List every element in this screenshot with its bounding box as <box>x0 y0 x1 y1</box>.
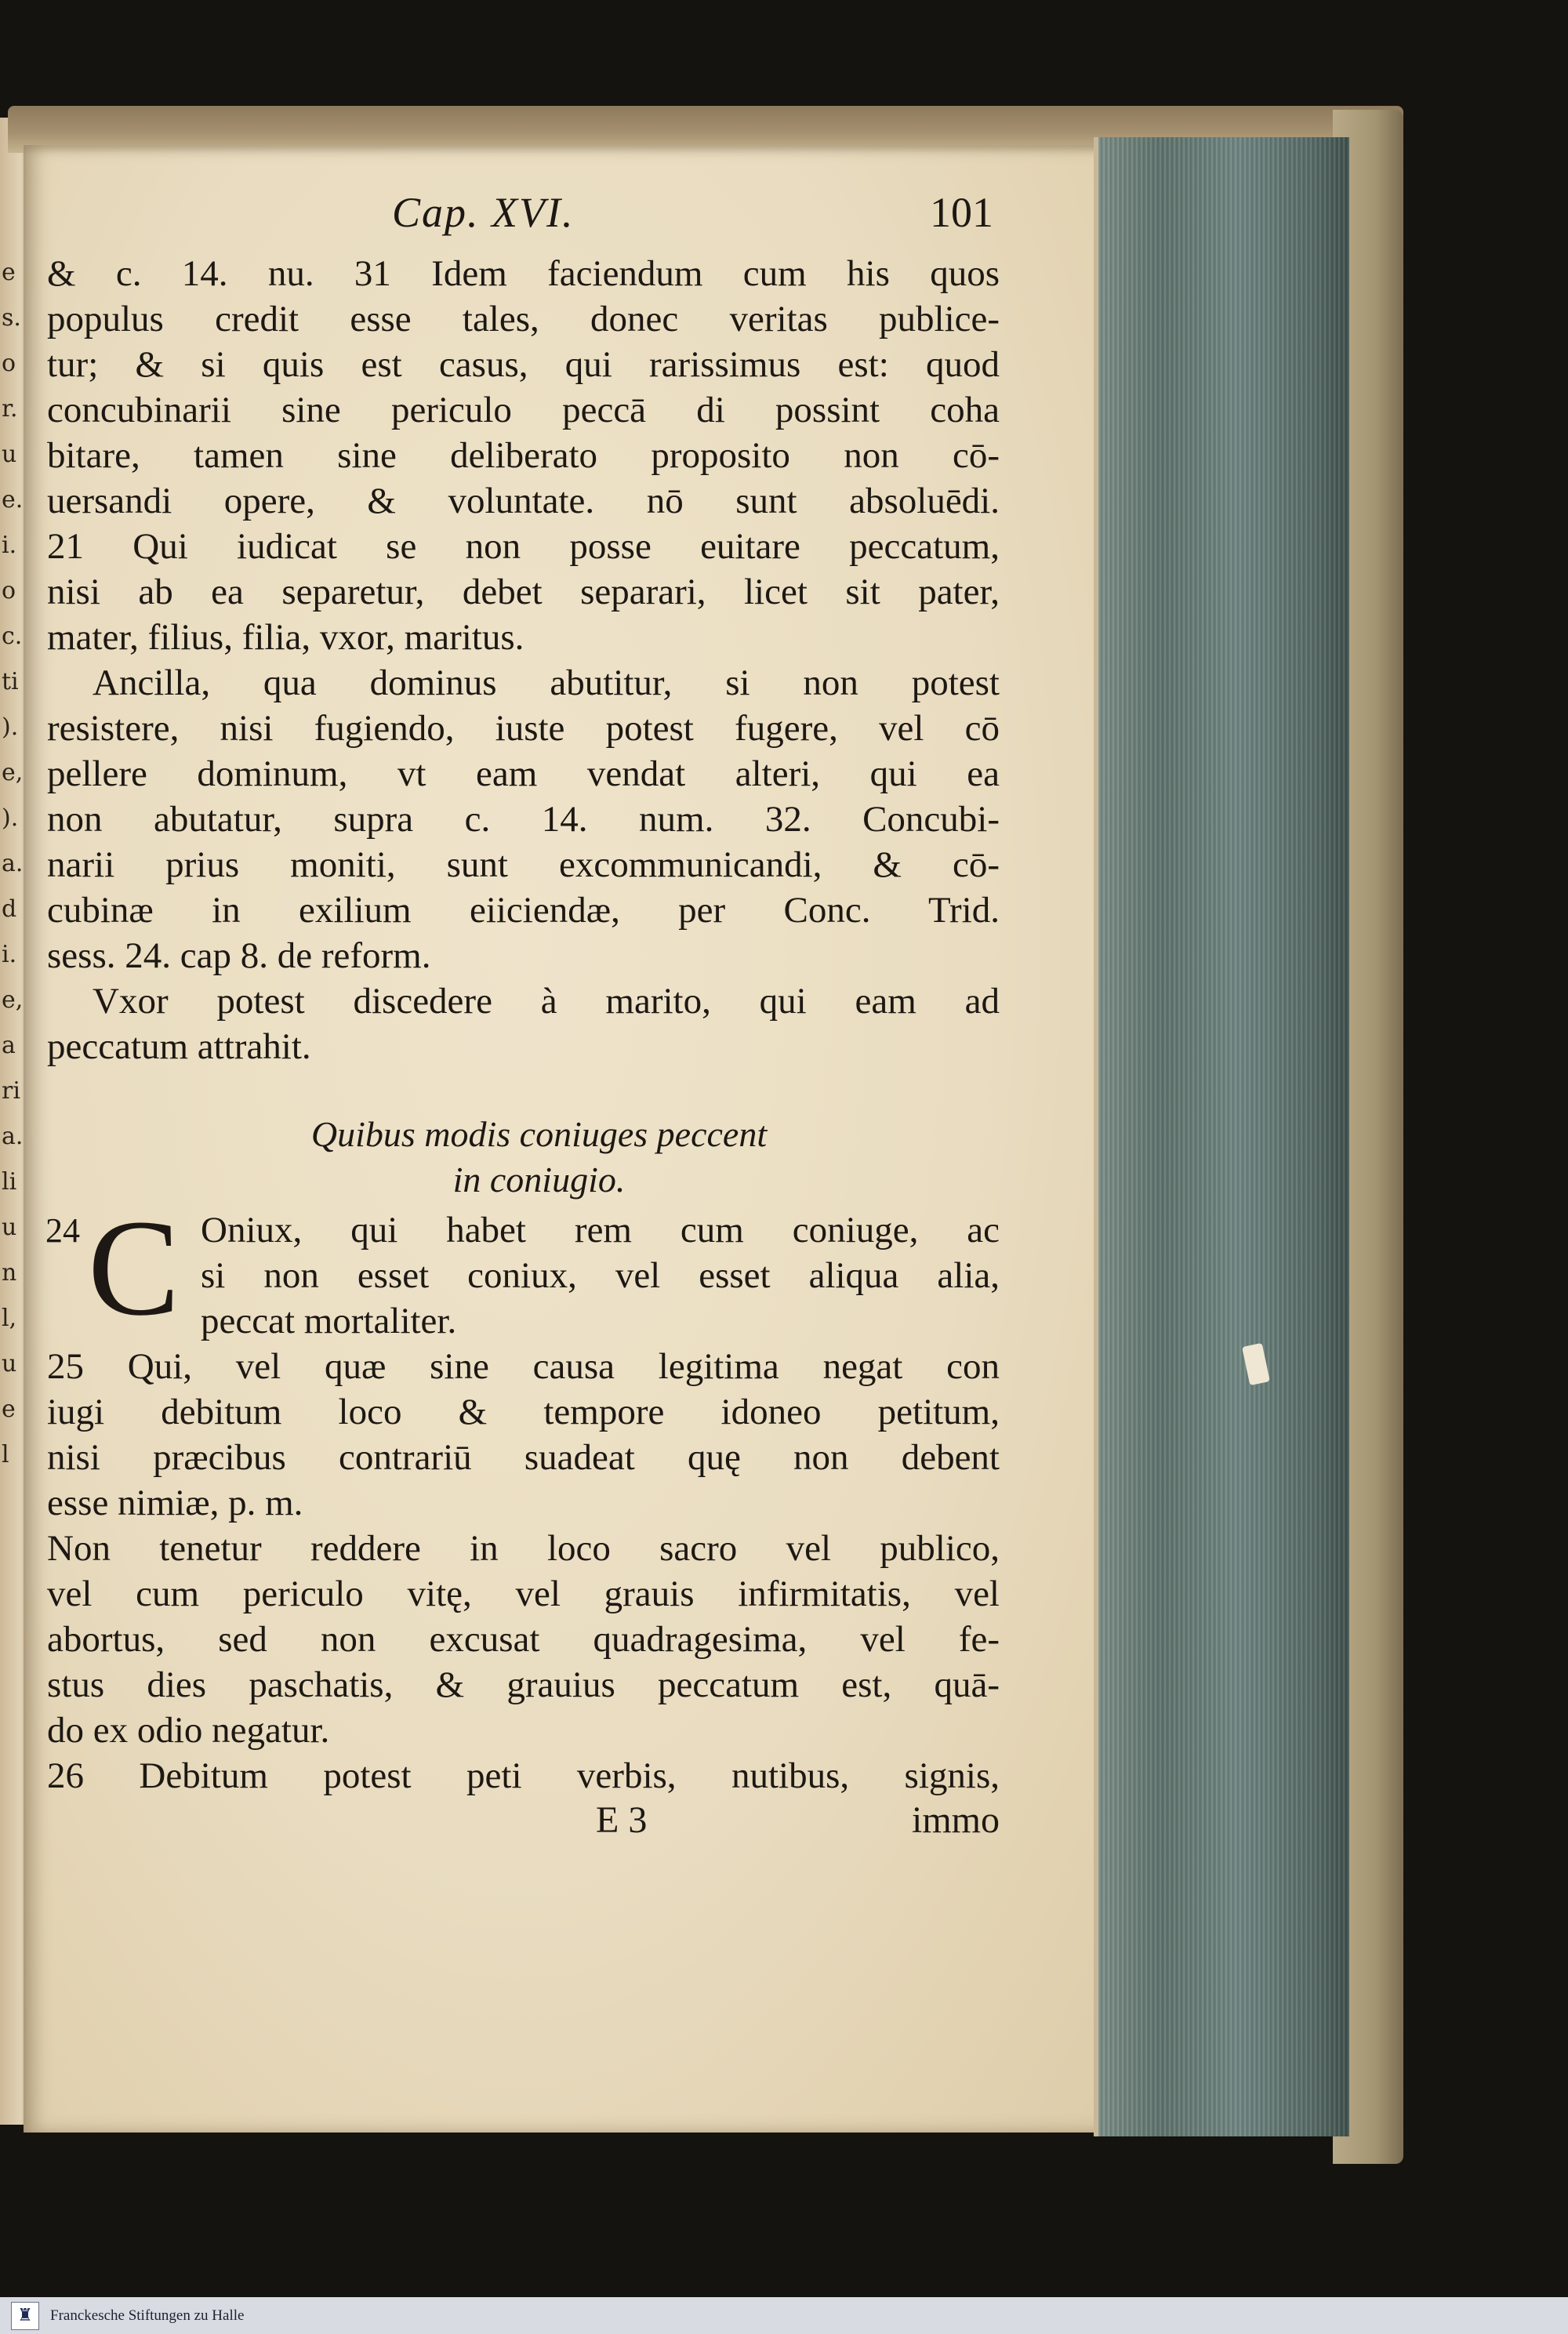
facing-page-fragment: e. <box>2 486 24 514</box>
facing-page-fragment: l, <box>2 1305 17 1332</box>
text-line: narii prius moniti, sunt excommunicandi, & cō- <box>47 844 1000 885</box>
page-fore-edge <box>1094 137 1349 2136</box>
text-line: iugi debitum loco & tempore idoneo petitum, <box>47 1392 1000 1432</box>
text-line: peccatum attrahit. <box>47 1026 311 1067</box>
facing-page-fragment: o <box>2 350 16 377</box>
facing-page-fragment: u <box>2 1350 17 1378</box>
facing-page-fragment: e <box>2 259 16 286</box>
facing-page-fragment: e, <box>2 986 24 1014</box>
text-line: si non esset coniux, vel esset aliqua alia, <box>201 1255 1000 1296</box>
text-line: populus credit esse tales, donec veritas publice- <box>47 299 1000 339</box>
facing-page-fragment: s. <box>2 304 21 332</box>
text-line: do ex odio negatur. <box>47 1710 330 1751</box>
text-line: tur; & si quis est casus, qui rarissimus est: quod <box>47 344 1000 385</box>
running-title: Cap. XVI. <box>392 189 575 236</box>
text-line: peccat mortaliter. <box>201 1301 457 1341</box>
text-line: 26 Debitum potest peti verbis, nutibus, signis, <box>47 1755 1000 1796</box>
paper-nick-mark <box>1242 1343 1270 1385</box>
text-line: concubinarii sine periculo peccā di possint coha <box>47 390 1000 430</box>
text-line: sess. 24. cap 8. de reform. <box>47 935 431 976</box>
text-line: pellere dominum, vt eam vendat alteri, qui ea <box>47 753 1000 794</box>
facing-page-fragment: i. <box>2 532 17 559</box>
text-line: 21 Qui iudicat se non posse euitare peccatum, <box>47 526 1000 567</box>
facing-page-fragment: r. <box>2 395 18 423</box>
text-line: Vxor potest discedere à marito, qui eam ad <box>93 981 1000 1022</box>
text-line: Oniux, qui habet rem cum coniuge, ac <box>201 1210 1000 1250</box>
section-heading <box>47 1112 1000 1203</box>
facing-page-fragment: u <box>2 441 17 468</box>
facing-page-fragment: c. <box>2 623 23 650</box>
text-line: resistere, nisi fugiendo, iuste potest fugere, vel cō <box>47 708 1000 749</box>
text-line: non abutatur, supra c. 14. num. 32. Concubi- <box>47 799 1000 840</box>
text-line: abortus, sed non excusat quadragesima, vel fe- <box>47 1619 1000 1660</box>
facing-page-fragment: n <box>2 1259 17 1287</box>
facing-page-fragment: l <box>2 1441 9 1468</box>
page-footer-row <box>47 1799 1000 1846</box>
page-number: 101 <box>930 189 993 236</box>
catchword: immo <box>911 1799 1000 1841</box>
facing-page-fragment: a <box>2 1032 16 1059</box>
institution-logo-icon: ♜ <box>11 2302 39 2330</box>
text-line: mater, filius, filia, vxor, maritus. <box>47 617 524 658</box>
archive-footer-bar <box>0 2297 1568 2334</box>
facing-page-fragment: ri <box>2 1077 20 1105</box>
text-line: 25 Qui, vel quæ sine causa legitima negat con <box>47 1346 1000 1387</box>
text-line: nisi præcibus contrariū suadeat quę non debent <box>47 1437 1000 1478</box>
paragraph-number: 24 <box>45 1211 80 1250</box>
facing-page-fragment: ). <box>2 804 19 832</box>
facing-page-fragment: a. <box>2 850 24 877</box>
text-line: stus dies paschatis, & grauius peccatum est, quā- <box>47 1664 1000 1705</box>
facing-page-fragment: ). <box>2 713 19 741</box>
section-heading-line: in coniugio. <box>452 1160 626 1200</box>
facing-page-fragment: ti <box>2 668 19 695</box>
facing-page-fragment: o <box>2 577 16 604</box>
facing-page-fragment: li <box>2 1168 17 1196</box>
text-line: esse nimiæ, p. m. <box>47 1483 303 1523</box>
text-line: cubinæ in exilium eiiciendæ, per Conc. Trid. <box>47 890 1000 931</box>
facing-page-fragment: i. <box>2 941 17 968</box>
text-line: & c. 14. nu. 31 Idem faciendum cum his quos <box>47 253 1000 294</box>
text-line: bitare, tamen sine deliberato proposito non cō- <box>47 435 1000 476</box>
drop-cap-initial: C <box>88 1192 180 1345</box>
paragraph-24 <box>45 1192 1000 1345</box>
facing-page-fragment: u <box>2 1214 17 1241</box>
text-line: uersandi opere, & voluntate. nō sunt absoluēdi. <box>47 481 1000 521</box>
facing-page-fragment: a. <box>2 1123 24 1150</box>
page-header <box>47 188 1000 251</box>
text-line: Non tenetur reddere in loco sacro vel publico, <box>47 1528 1000 1569</box>
text-line: nisi ab ea separetur, debet separari, licet sit pater, <box>47 572 1000 612</box>
page-text-block <box>47 188 1000 1846</box>
signature-mark: E 3 <box>596 1799 648 1841</box>
archive-caption: Franckesche Stiftungen zu Halle <box>50 2307 245 2324</box>
section-heading-line: Quibus modis coniuges peccent <box>310 1114 768 1154</box>
facing-page-fragment: d <box>2 895 17 923</box>
text-line: Ancilla, qua dominus abutitur, si non potest <box>93 662 1000 703</box>
text-line: vel cum periculo vitę, vel grauis infirmitatis, vel <box>47 1574 1000 1614</box>
facing-page-fragment: e <box>2 1396 16 1423</box>
facing-page-fragment: e, <box>2 759 24 786</box>
